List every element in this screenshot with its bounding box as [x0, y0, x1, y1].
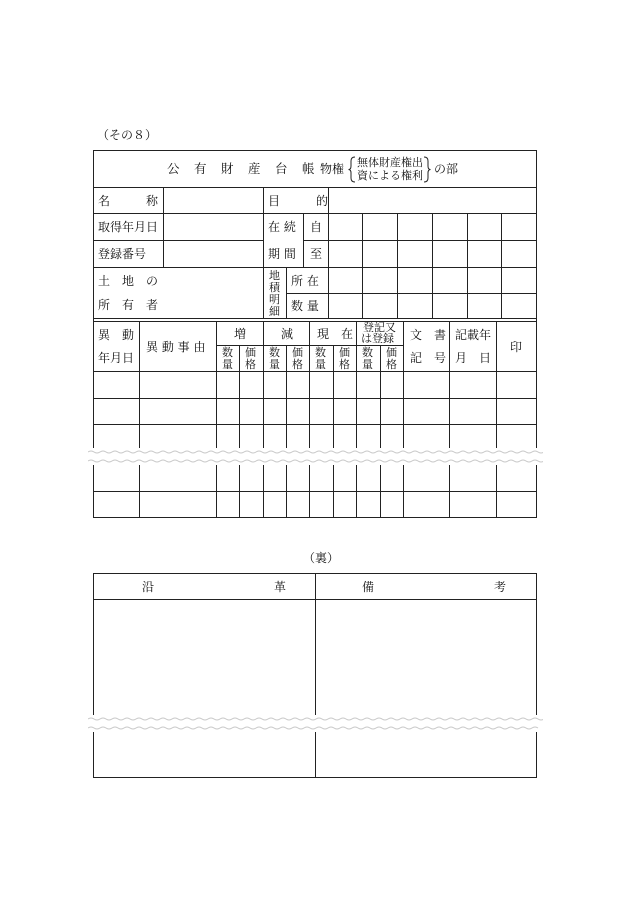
change-date-label-2: 年月日 [98, 351, 135, 365]
document-label-1: 文 書 [410, 328, 447, 342]
purpose-label: 目 的 [268, 194, 329, 208]
increase-label: 増 [234, 327, 247, 341]
land-owner-label-1: 土 地 の [98, 274, 159, 288]
registered-price-1: 価 [386, 346, 397, 359]
ledger-title: 公 有 財 産 台 帳 [167, 161, 316, 176]
change-reason-label: 異 動 事 由 [146, 340, 206, 354]
current-price-2: 格 [339, 358, 350, 371]
left-brace [348, 156, 356, 183]
current-price-1: 価 [339, 346, 350, 359]
land-detail-char-2: 積 [269, 281, 280, 294]
increase-price-1: 価 [245, 346, 256, 359]
tear-break [88, 715, 543, 732]
registered-qty-1: 数 [362, 346, 373, 359]
title-kind: 物権 [320, 162, 345, 176]
registration-no-label: 登録番号 [98, 247, 147, 261]
acquired-date-label: 取得年月日 [98, 220, 159, 234]
increase-qty-2: 量 [222, 358, 233, 371]
registered-price-2: 格 [386, 358, 397, 371]
tear-break [88, 448, 543, 465]
registered-qty-2: 量 [362, 358, 373, 371]
seal-label: 印 [510, 340, 523, 354]
location-label: 所 在 [291, 274, 319, 288]
title-alt-2: 資による権利 [357, 169, 423, 182]
current-qty-1: 数 [315, 346, 326, 359]
page-label: （その８） [97, 128, 158, 142]
land-owner-label-2: 所 有 者 [98, 298, 159, 312]
decrease-price-2: 格 [292, 358, 303, 371]
title-alt-1: 無体財産権出 [357, 156, 423, 169]
continuation-label: 在 続 [268, 220, 296, 234]
name-label: 名 称 [98, 194, 159, 208]
increase-price-2: 格 [245, 358, 256, 371]
land-detail-char-1: 地 [269, 269, 280, 282]
registered-label-2: は登録 [361, 332, 394, 345]
decrease-qty-1: 数 [269, 346, 280, 359]
right-brace [423, 156, 431, 183]
back-label: （裏） [303, 551, 340, 565]
history-label: 沿 革 [142, 580, 287, 594]
document-label-2: 記 号 [410, 351, 447, 365]
registered-label-1: 登記又 [363, 321, 396, 334]
decrease-qty-2: 量 [269, 358, 280, 371]
current-qty-2: 量 [315, 358, 326, 371]
current-label: 現 在 [317, 327, 354, 341]
to-label: 至 [310, 247, 323, 261]
decrease-price-1: 価 [292, 346, 303, 359]
land-detail-char-3: 明 [269, 293, 280, 306]
record-label-1: 記載年 [455, 328, 492, 342]
decrease-label: 減 [281, 327, 294, 341]
increase-qty-1: 数 [222, 346, 233, 359]
quantity-label: 数 量 [291, 299, 319, 313]
remarks-label: 備 考 [362, 580, 507, 594]
period-label: 期 間 [268, 247, 296, 261]
from-label: 自 [310, 220, 323, 234]
land-detail-char-4: 細 [269, 305, 280, 318]
title-suffix: の部 [434, 162, 459, 176]
change-date-label-1: 異 動 [98, 328, 135, 342]
record-label-2: 月 日 [455, 351, 492, 365]
